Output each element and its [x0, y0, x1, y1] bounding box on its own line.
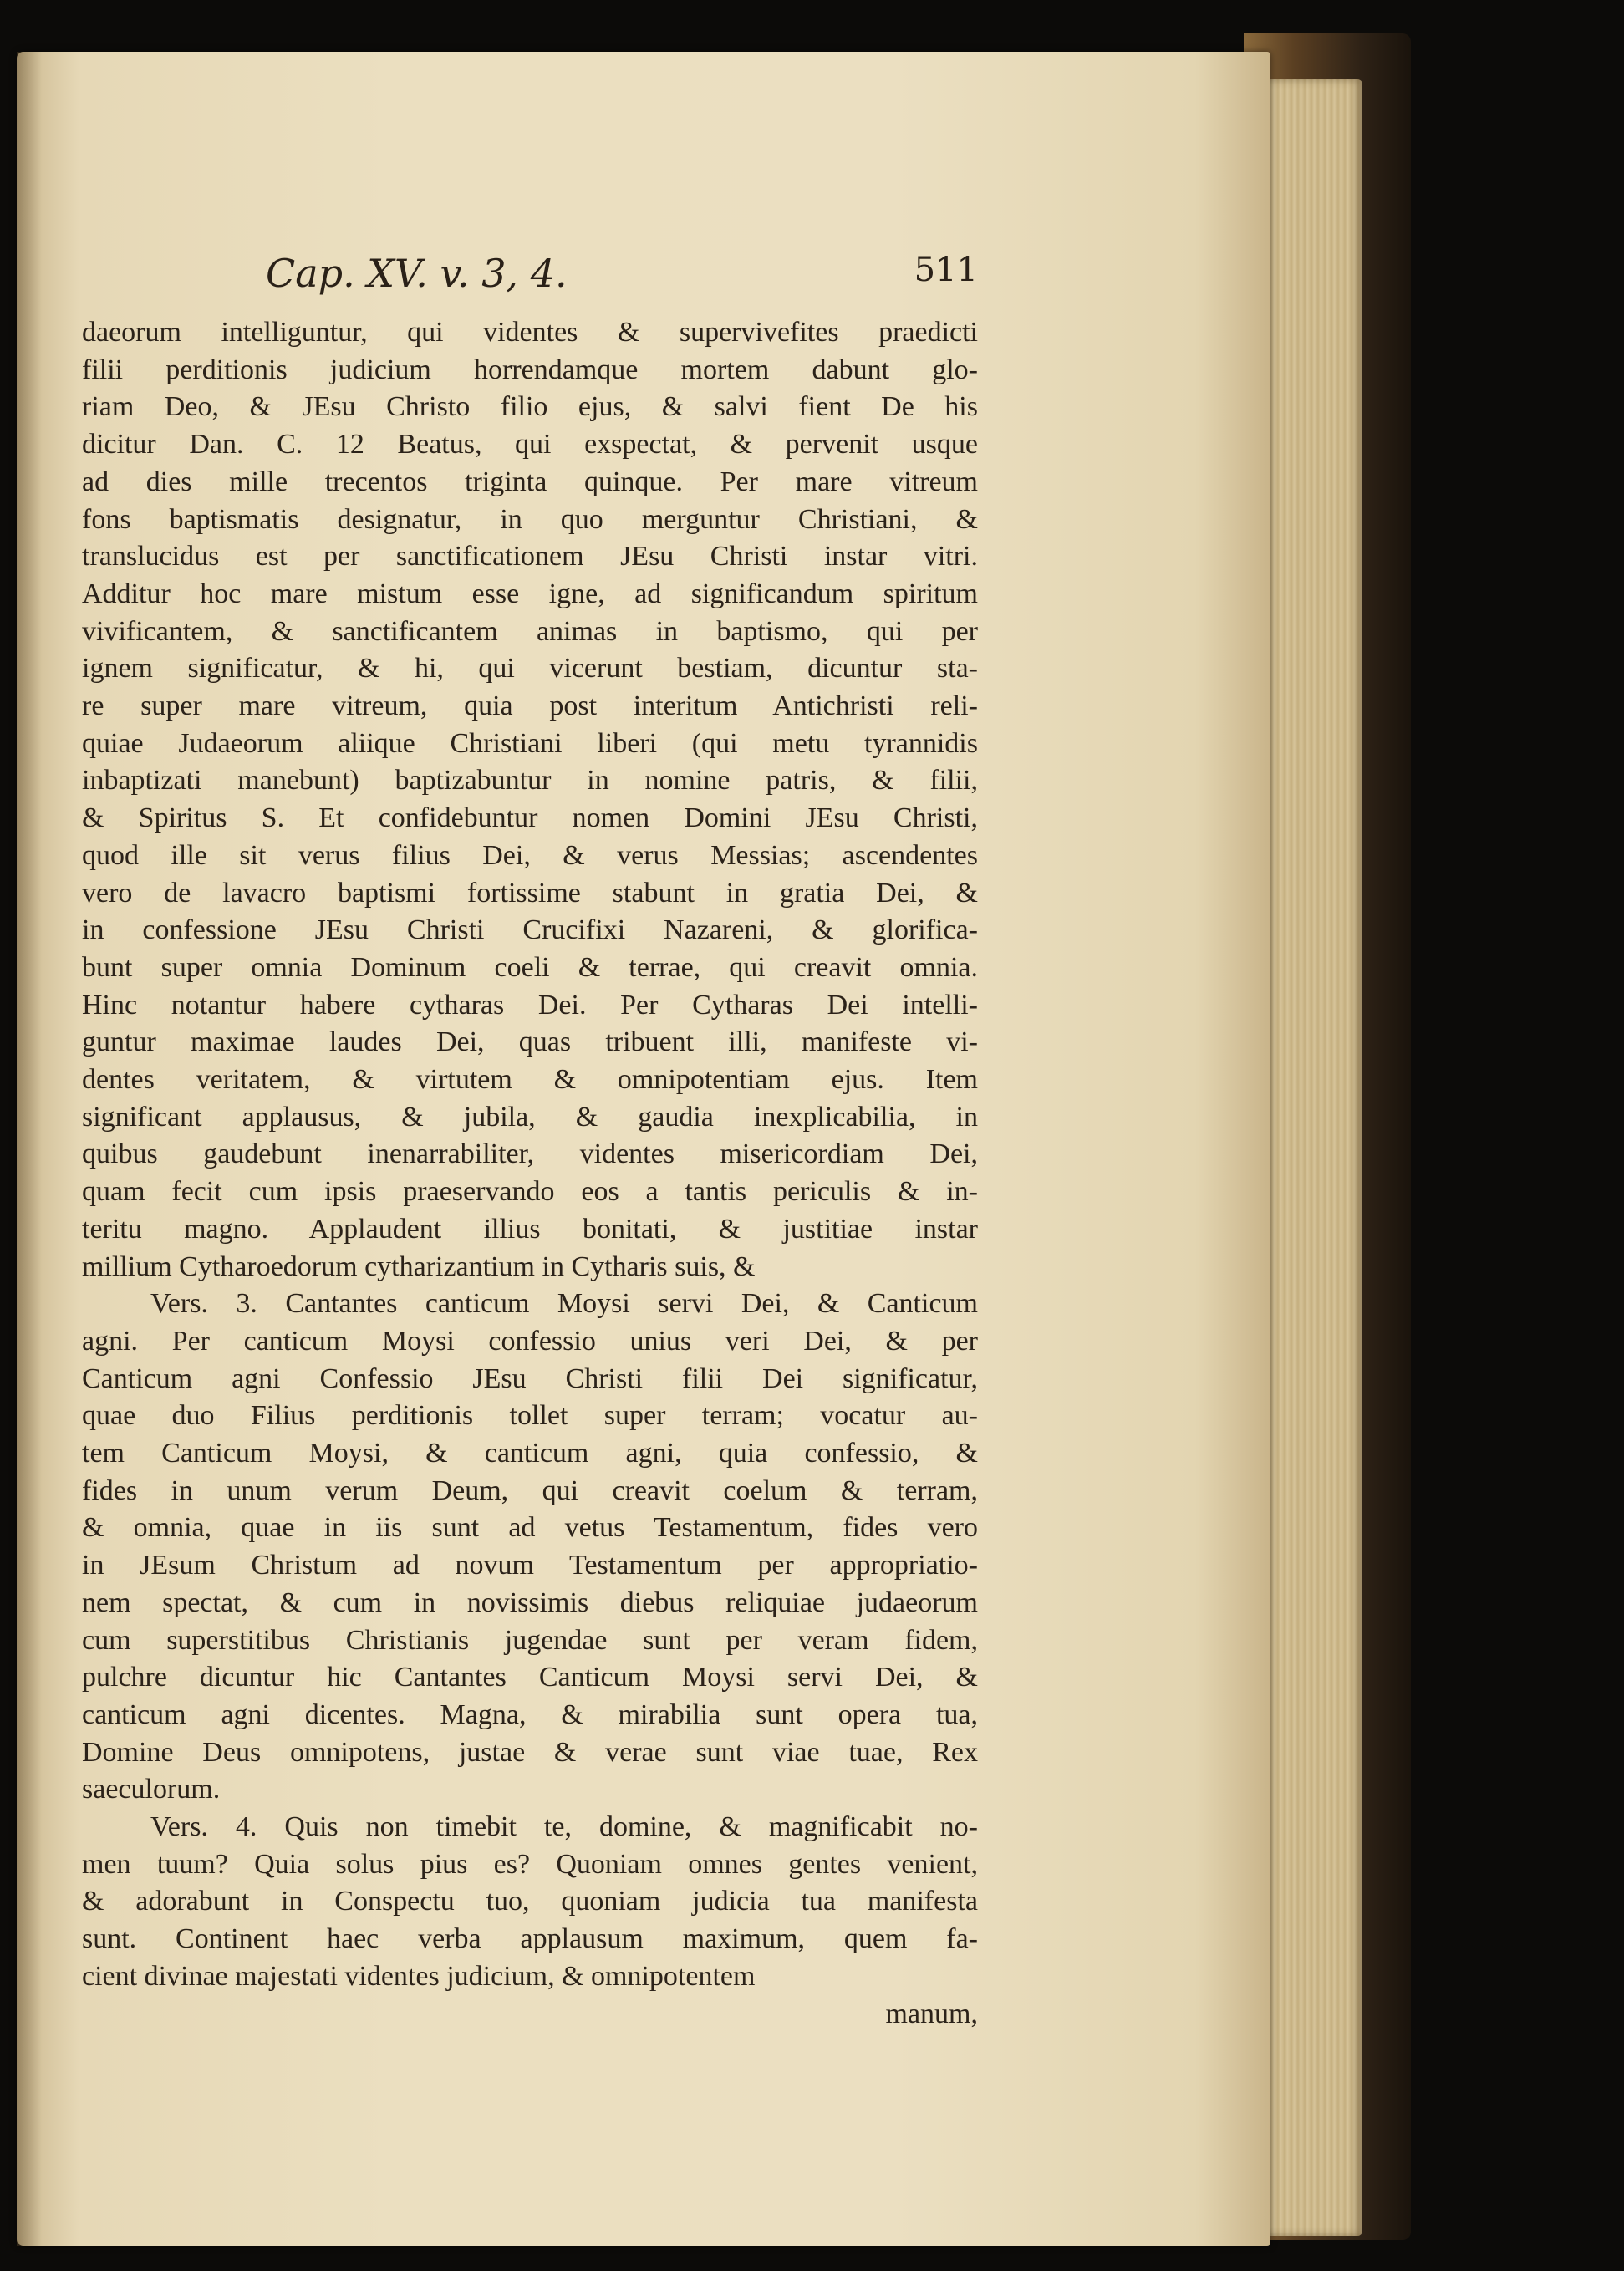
text-line: Hinc notantur habere cytharas Dei. Per Cytharas Dei intelli-: [82, 989, 978, 1021]
text-line: canticum agni dicentes. Magna, & mirabilia sunt opera tua,: [82, 1698, 978, 1730]
text-line: Canticum agni Confessio JEsu Christi filii Dei significatur,: [82, 1362, 978, 1394]
catchword: manum,: [885, 1998, 978, 2029]
text-line: & adorabunt in Conspectu tuo, quoniam judicia tua manifesta: [82, 1886, 978, 1917]
text-line: ad dies mille trecentos triginta quinque. Per mare vitreum: [82, 466, 978, 497]
text-line: men tuum? Quia solus pius es? Quoniam omnes gentes venient,: [82, 1848, 978, 1880]
text-line: saeculorum.: [82, 1774, 221, 1805]
text-line: & omnia, quae in iis sunt ad vetus Testamentum, fides vero: [82, 1512, 978, 1544]
text-line: re super mare vitreum, quia post interitum Antichristi reli-: [82, 690, 978, 721]
text-line: in confessione JEsu Christi Crucifixi Nazareni, & glorifica-: [82, 914, 978, 946]
text-line: Domine Deus omnipotens, justae & verae sunt viae tuae, Rex: [82, 1736, 978, 1768]
text-line: dentes veritatem, & virtutem & omnipotentiam ejus. Item: [82, 1064, 978, 1095]
text-line: nem spectat, & cum in novissimis diebus reliquiae judaeorum: [82, 1586, 978, 1618]
spine-shadow: [17, 52, 42, 2246]
text-line: & Spiritus S. Et confidebuntur nomen Domini JEsu Christi,: [82, 802, 978, 834]
text-line: fides in unum verum Deum, qui creavit coelum & terram,: [82, 1474, 978, 1506]
text-line: dicitur Dan. C. 12 Beatus, qui exspectat, & pervenit usque: [82, 429, 978, 461]
chapter-heading: Cap. XV. v. 3, 4.: [266, 251, 568, 296]
text-line: Vers. 4. Quis non timebit te, domine, & magnificabit no-: [150, 1811, 978, 1842]
text-line: riam Deo, & JEsu Christo filio ejus, & salvi fient De his: [82, 391, 978, 423]
page-number: 511: [914, 251, 978, 289]
text-line: teritu magno. Applaudent illius bonitati, & justitiae instar: [82, 1213, 978, 1245]
text-line: Vers. 3. Cantantes canticum Moysi servi Dei, & Canticum: [150, 1288, 978, 1320]
text-line: quae duo Filius perditionis tollet super terram; vocatur au-: [82, 1400, 978, 1432]
text-line: in JEsum Christum ad novum Testamentum per appropriatio-: [82, 1550, 978, 1581]
running-header: [82, 251, 978, 301]
text-line: fons baptismatis designatur, in quo merguntur Christiani, &: [82, 503, 978, 535]
text-line: bunt super omnia Dominum coeli & terrae, qui creavit omnia.: [82, 951, 978, 983]
text-line: cum superstitibus Christianis jugendae sunt per veram fidem,: [82, 1624, 978, 1656]
text-line: vero de lavacro baptismi fortissime stabunt in gratia Dei, &: [82, 877, 978, 909]
text-line: cient divinae majestati videntes judicium, & omnipotentem: [82, 1960, 756, 1992]
text-line: quod ille sit verus filius Dei, & verus Messias; ascendentes: [82, 839, 978, 871]
text-line: pulchre dicuntur hic Cantantes Canticum Moysi servi Dei, &: [82, 1662, 978, 1693]
text-line: guntur maximae laudes Dei, quas tribuent illi, manifeste vi-: [82, 1026, 978, 1058]
text-line: quiae Judaeorum aliique Christiani liberi (qui metu tyrannidis: [82, 727, 978, 759]
text-line: tem Canticum Moysi, & canticum agni, quia confessio, &: [82, 1438, 978, 1469]
text-line: sunt. Continent haec verba applausum maximum, quem fa-: [82, 1923, 978, 1955]
text-line: quam fecit cum ipsis praeservando eos a tantis periculis & in-: [82, 1176, 978, 1208]
text-line: filii perditionis judicium horrendamque mortem dabunt glo-: [82, 354, 978, 385]
text-line: quibus gaudebunt inenarrabiliter, videntes misericordiam Dei,: [82, 1138, 978, 1170]
text-line: significant applausus, & jubila, & gaudia inexplicabilia, in: [82, 1101, 978, 1133]
text-line: agni. Per canticum Moysi confessio unius veri Dei, & per: [82, 1325, 978, 1357]
text-line: inbaptizati manebunt) baptizabuntur in nomine patris, & filii,: [82, 765, 978, 797]
text-line: daeorum intelliguntur, qui videntes & supervivefites praedicti: [82, 317, 978, 348]
text-line: Additur hoc mare mistum esse igne, ad significandum spiritum: [82, 578, 978, 609]
text-line: ignem significatur, & hi, qui vicerunt bestiam, dicuntur sta-: [82, 653, 978, 685]
text-line: vivificantem, & sanctificantem animas in baptismo, qui per: [82, 615, 978, 647]
text-line: millium Cytharoedorum cytharizantium in Cytharis suis, &: [82, 1250, 756, 1282]
text-line: translucidus est per sanctificationem JEsu Christi instar vitri.: [82, 541, 978, 573]
